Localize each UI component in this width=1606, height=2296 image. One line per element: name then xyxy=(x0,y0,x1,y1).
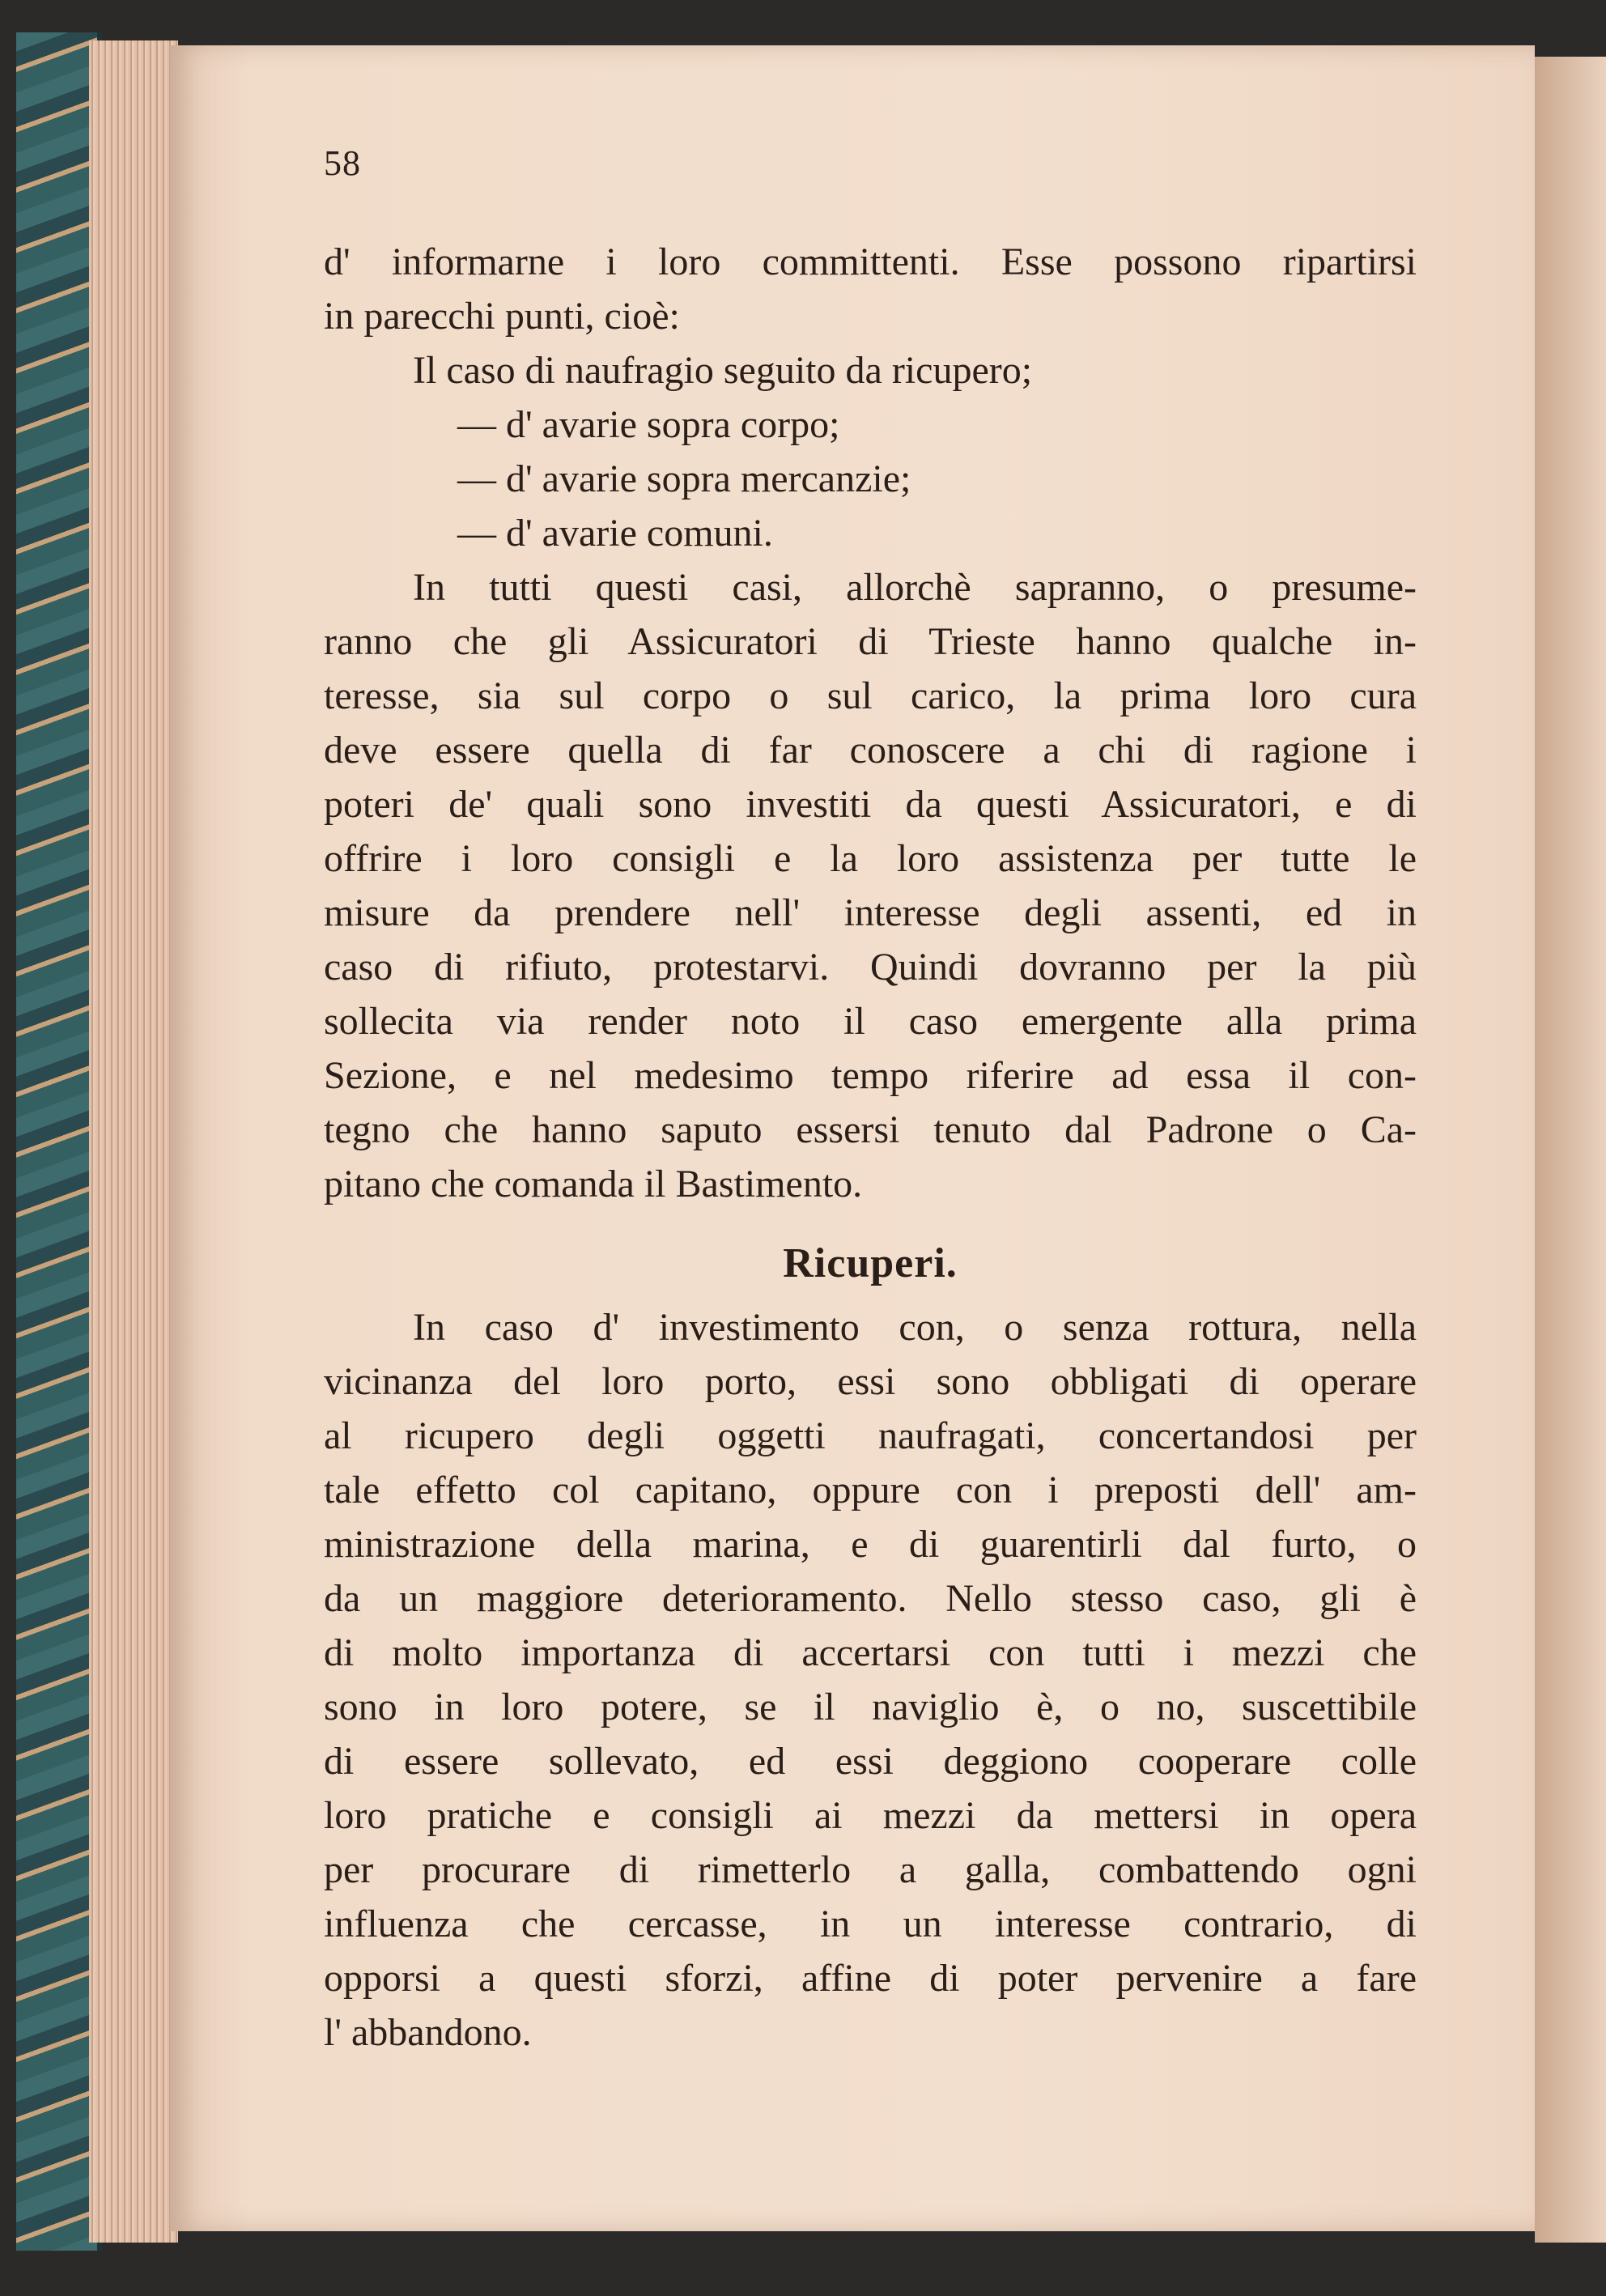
page-edges xyxy=(89,40,178,2243)
list-item: — d' avarie sopra mercanzie; xyxy=(457,457,911,500)
text-line: opporsi a questi sforzi, affine di poter pervenire a fare xyxy=(324,1957,1417,2000)
paragraph-1 xyxy=(324,235,1417,343)
text-line: al ricupero degli oggetti naufragati, concertandosi per xyxy=(324,1414,1417,1457)
text-line: vicinanza del loro porto, essi sono obbligati di operare xyxy=(324,1360,1417,1403)
text-line: loro pratiche e consigli ai mezzi da mettersi in opera xyxy=(324,1794,1417,1837)
text-line: l' abbandono. xyxy=(324,2011,532,2054)
list-of-cases xyxy=(324,343,1417,560)
text-line: poteri de' quali sono investiti da questi Assicuratori, e di xyxy=(324,783,1417,826)
list-item: — d' avarie comuni. xyxy=(457,512,773,555)
page-text xyxy=(324,235,1417,2060)
text-line: In tutti questi casi, allorchè sapranno, o presume- xyxy=(413,566,1417,609)
text-line: per procurare di rimetterlo a galla, combattendo ogni xyxy=(324,1848,1417,1891)
text-line: influenza che cercasse, in un interesse contrario, di xyxy=(324,1903,1417,1945)
text-line: sono in loro potere, se il naviglio è, o no, suscettibile xyxy=(324,1686,1417,1728)
text-line: d' informarne i loro committenti. Esse possono ripartirsi xyxy=(324,240,1417,283)
text-line: pitano che comanda il Bastimento. xyxy=(324,1163,863,1205)
text-line: di essere sollevato, ed essi deggiono cooperare colle xyxy=(324,1740,1417,1783)
text-line: teresse, sia sul corpo o sul carico, la prima loro cura xyxy=(324,674,1417,717)
facing-page-edge xyxy=(1535,57,1606,2243)
text-line: tegno che hanno saputo essersi tenuto dal Padrone o Ca- xyxy=(324,1108,1417,1151)
text-line: di molto importanza di accertarsi con tutti i mezzi che xyxy=(324,1631,1417,1674)
text-line: offrire i loro consigli e la loro assistenza per tutte le xyxy=(324,837,1417,880)
paragraph-2 xyxy=(324,560,1417,1211)
text-line: tale effetto col capitano, oppure con i preposti dell' am- xyxy=(324,1469,1417,1512)
list-item: — d' avarie sopra corpo; xyxy=(457,403,840,446)
text-line: sollecita via render noto il caso emergente alla prima xyxy=(324,1000,1417,1043)
text-line: in parecchi punti, cioè: xyxy=(324,295,680,338)
list-item: Il caso di naufragio seguito da ricupero; xyxy=(413,349,1033,392)
text-line: In caso d' investimento con, o senza rottura, nella xyxy=(413,1306,1417,1349)
text-line: Sezione, e nel medesimo tempo riferire ad essa il con- xyxy=(324,1054,1417,1097)
paragraph-3 xyxy=(324,1300,1417,2060)
text-line: caso di rifiuto, protestarvi. Quindi dovranno per la più xyxy=(324,946,1417,989)
text-line: ministrazione della marina, e di guarentirli dal furto, o xyxy=(324,1523,1417,1566)
text-line: misure da prendere nell' interesse degli assenti, ed in xyxy=(324,891,1417,934)
page-number: 58 xyxy=(324,143,361,183)
text-line: ranno che gli Assicuratori di Trieste hanno qualche in- xyxy=(324,620,1417,663)
section-heading: Ricuperi. xyxy=(783,1240,958,1286)
text-line: deve essere quella di far conoscere a chi di ragione i xyxy=(324,729,1417,772)
text-line: da un maggiore deterioramento. Nello stesso caso, gli è xyxy=(324,1577,1417,1620)
